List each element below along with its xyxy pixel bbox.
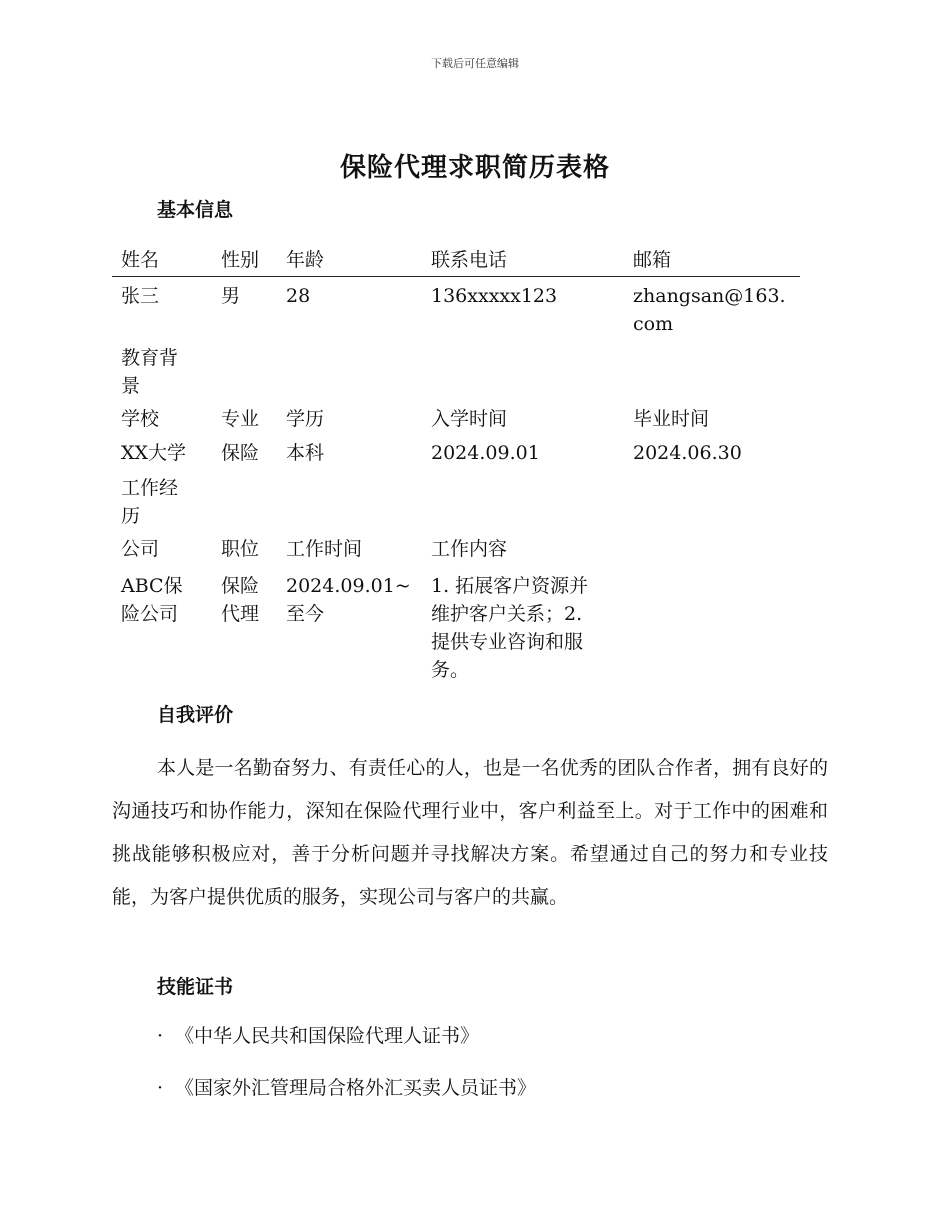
table-cell-grad-date: 2024.06.30 <box>633 442 742 464</box>
table-cell-work-period: 2024.09.01~至今 <box>286 575 411 625</box>
list-item <box>157 1022 479 1050</box>
table-cell-school: XX大学 <box>121 442 187 464</box>
table-header-company: 公司 <box>121 538 160 560</box>
table-section-label-work: 工作经历 <box>121 477 179 527</box>
table-cell-position: 保险代理 <box>221 575 260 625</box>
table-cell-age: 28 <box>286 285 311 307</box>
table-header-grad-date: 毕业时间 <box>633 408 710 430</box>
section-heading-self-evaluation: 自我评价 <box>157 704 234 726</box>
list-item <box>157 1074 536 1102</box>
table-header-gender: 性别 <box>221 249 260 271</box>
table-header-position: 职位 <box>221 538 260 560</box>
table-header-major: 专业 <box>221 408 260 430</box>
table-header-enroll-date: 入学时间 <box>431 408 508 430</box>
table-cell-name: 张三 <box>121 285 160 307</box>
table-cell-degree: 本科 <box>286 442 325 464</box>
table-cell-enroll-date: 2024.09.01 <box>431 442 540 464</box>
section-heading-skills: 技能证书 <box>157 976 234 998</box>
table-header-work-content: 工作内容 <box>431 538 508 560</box>
table-cell-phone: 136xxxxx123 <box>431 285 558 307</box>
bullet-icon: · <box>157 1077 164 1099</box>
table-cell-major: 保险 <box>221 442 260 464</box>
table-cell-company: ABC保险公司 <box>121 575 183 625</box>
table-header-degree: 学历 <box>286 408 325 430</box>
table-section-label-education: 教育背景 <box>121 347 179 397</box>
page-title: 保险代理求职简历表格 <box>339 153 610 183</box>
header-note: 下载后可任意编辑 <box>431 57 519 70</box>
table-header-divider <box>112 276 800 277</box>
table-header-name: 姓名 <box>121 249 160 271</box>
skill-item-label: 《国家外汇管理局合格外汇买卖人员证书》 <box>175 1077 537 1099</box>
table-header-school: 学校 <box>121 408 160 430</box>
table-cell-email: zhangsan@163.com <box>633 285 786 335</box>
table-header-work-period: 工作时间 <box>286 538 363 560</box>
table-cell-gender: 男 <box>221 285 241 307</box>
skill-item-label: 《中华人民共和国保险代理人证书》 <box>175 1025 480 1047</box>
table-cell-work-content: 1. 拓展客户资源并维护客户关系；2. 提供专业咨询和服务。 <box>431 575 589 681</box>
section-heading-basic-info: 基本信息 <box>157 199 234 221</box>
bullet-icon: · <box>157 1025 164 1047</box>
table-header-age: 年龄 <box>286 249 325 271</box>
self-evaluation-paragraph: 本人是一名勤奋努力、有责任心的人，也是一名优秀的团队合作者，拥有良好的沟通技巧和协作能力，深知在保险代理行业中，客户利益至上。对于工作中的困难和挑战能够积极应对，善于分析问题并寻找解决方案。希望通过自己的努力和专业技能，为客户提供优质的服务，实现公司与客户的共赢。 <box>112 757 828 908</box>
table-header-email: 邮箱 <box>633 249 672 271</box>
table-header-phone: 联系电话 <box>431 249 508 271</box>
